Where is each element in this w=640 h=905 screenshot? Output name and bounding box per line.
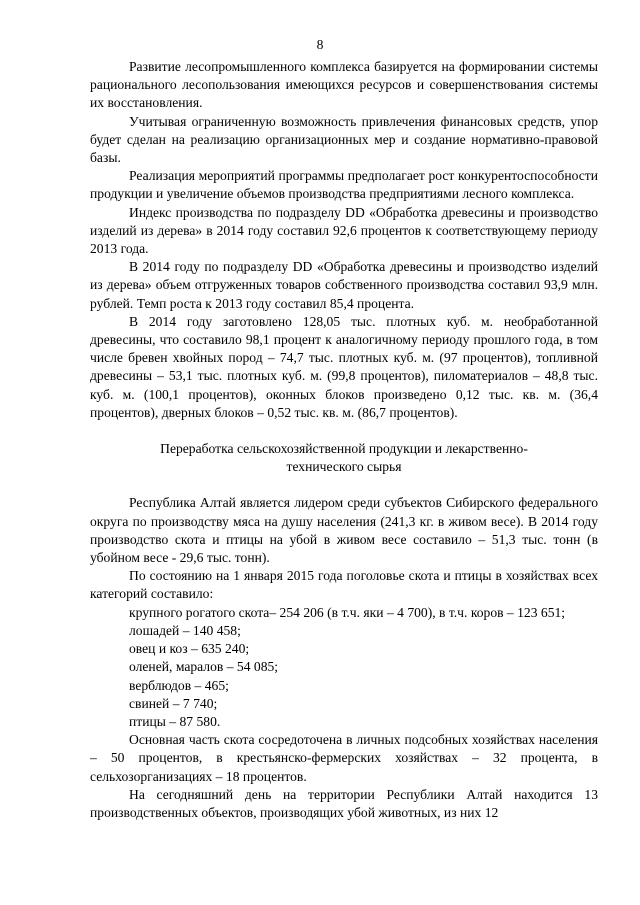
- paragraph: В 2014 году заготовлено 128,05 тыс. плотных куб. м. необработанной древесины, что составило 98,1 процент к аналогичному периоду прошлого года, в том числе бревен хвойных пород – 74,7 тыс. плотных куб. м. (97 процентов), топливной древесины – 53,1 тыс. плотных куб. м. (99,8 процентов), пиломатериалов – 48,8 тыс. куб. м. (100,1 процентов), оконных блоков произведено 0,12 тыс. кв. м. (36,4 процентов), дверных блоков – 0,52 тыс. кв. м. (86,7 процентов).: [90, 313, 598, 420]
- list-item: верблюдов – 465;: [129, 677, 229, 693]
- paragraph: Индекс производства по подразделу DD «Обработка древесины и производство изделий из дерева» в 2014 году составил 92,6 процентов к соответствующему периоду 2013 года.: [90, 204, 598, 257]
- paragraph: Республика Алтай является лидером среди субъектов Сибирского федерального округа по производству мяса на душу населения (241,3 кг. в живом весе). В 2014 году производство скота и птицы на убой в живом весе составило – 51,3 тыс. тонн (в убойном весе - 29,6 тыс. тонн).: [90, 495, 598, 566]
- paragraph: Основная часть скота сосредоточена в личных подсобных хозяйствах населения – 50 процентов, в крестьянско-фермерских хозяйствах – 32 процента, в сельхозорганизациях – 18 процентов.: [90, 732, 598, 784]
- list-item: птицы – 87 580.: [129, 713, 221, 729]
- paragraph: Развитие лесопромышленного комплекса базируется на формировании системы рационального лесопользования имеющихся ресурсов и совершенствования системы их восстановления.: [90, 59, 598, 111]
- paragraph: В 2014 году по подразделу DD «Обработка древесины и производство изделий из дерева» объем отгруженных товаров собственного производства составил 93,9 млн. рублей. Темп роста к 2013 году составил 85,4 процента.: [90, 259, 598, 311]
- list-item: лошадей – 140 458;: [129, 622, 241, 638]
- list-item-cattle: крупного рогатого скота– 254 206 (в т.ч. яки – 4 700), в т.ч. коров – 123 651;: [129, 604, 566, 620]
- list-item: овец и коз – 635 240;: [129, 641, 250, 657]
- section-heading: Переработка сельскохозяйственной продукции и лекарственно-технического сырья: [160, 441, 528, 475]
- paragraph: Реализация мероприятий программы предполагает рост конкурентоспособности продукции и увеличение объемов производства предприятиями лесного комплекса.: [90, 168, 598, 202]
- document-body: [90, 58, 598, 822]
- list-item: свиней – 7 740;: [129, 695, 218, 711]
- page-number: 8: [316, 37, 324, 52]
- paragraph: По состоянию на 1 января 2015 года поголовье скота и птицы в хозяйствах всех категорий составило:: [90, 568, 598, 602]
- paragraph: Учитывая ограниченную возможность привлечения финансовых средств, упор будет сделан на реализацию организационных мер и создание нормативно-правовой базы.: [90, 113, 598, 166]
- list-item: оленей, маралов – 54 085;: [129, 659, 279, 675]
- paragraph: На сегодняшний день на территории Республики Алтай находится 13 производственных объектов, производящих убой животных, из них 12: [90, 786, 598, 820]
